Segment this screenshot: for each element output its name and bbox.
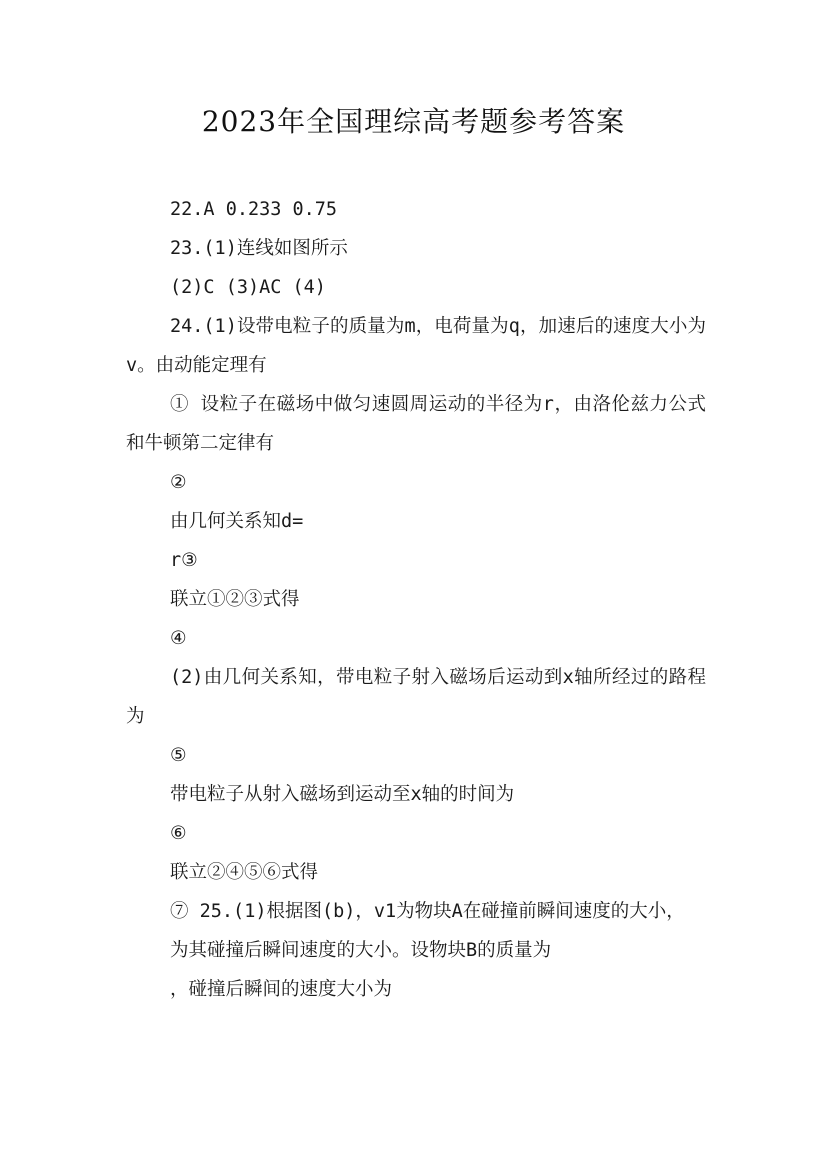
paragraph-24-combine: 联立①②③式得 (170, 589, 300, 610)
paragraph-23-1: 23.(1)连线如图所示 (170, 238, 348, 259)
paragraph-24-2: (2)由几何关系知，带电粒子射入磁场后运动到x轴所经过的路程为 (126, 667, 706, 727)
paragraph-24-eq3: r③ (170, 550, 198, 571)
paragraph-24-combine2: 联立②④⑤⑥式得 (170, 862, 319, 883)
paragraph-25-2: 为其碰撞后瞬间速度的大小。设物块B的质量为 (170, 940, 552, 961)
paragraph-25-1: ⑦ 25.(1)根据图(b)，v1为物块A在碰撞前瞬间速度的大小， (170, 901, 685, 922)
paragraph-24-1: 24.(1)设带电粒子的质量为m，电荷量为q，加速后的速度大小为v。由动能定理有 (126, 316, 706, 376)
paragraph-24-eq6: ⑥ (170, 823, 187, 844)
paragraph-24-eq2: ② (170, 472, 187, 493)
paragraph-24-time: 带电粒子从射入磁场到运动至x轴的时间为 (170, 784, 515, 805)
paragraph-24-geometry: 由几何关系知d= (170, 511, 304, 532)
paragraph-24-eq4: ④ (170, 628, 187, 649)
paragraph-22: 22.A 0.233 0.75 (170, 199, 338, 220)
paragraph-24-eq1: ① 设粒子在磁场中做匀速圆周运动的半径为r，由洛伦兹力公式和牛顿第二定律有 (126, 394, 706, 454)
document-title: 2023年全国理综高考题参考答案 (201, 105, 626, 138)
paragraph-24-eq5: ⑤ (170, 745, 187, 766)
paragraph-23-2: (2)C (3)AC (4) (170, 277, 326, 298)
answer-body (126, 190, 706, 1009)
paragraph-25-3: ，碰撞后瞬间的速度大小为 (170, 979, 393, 1000)
